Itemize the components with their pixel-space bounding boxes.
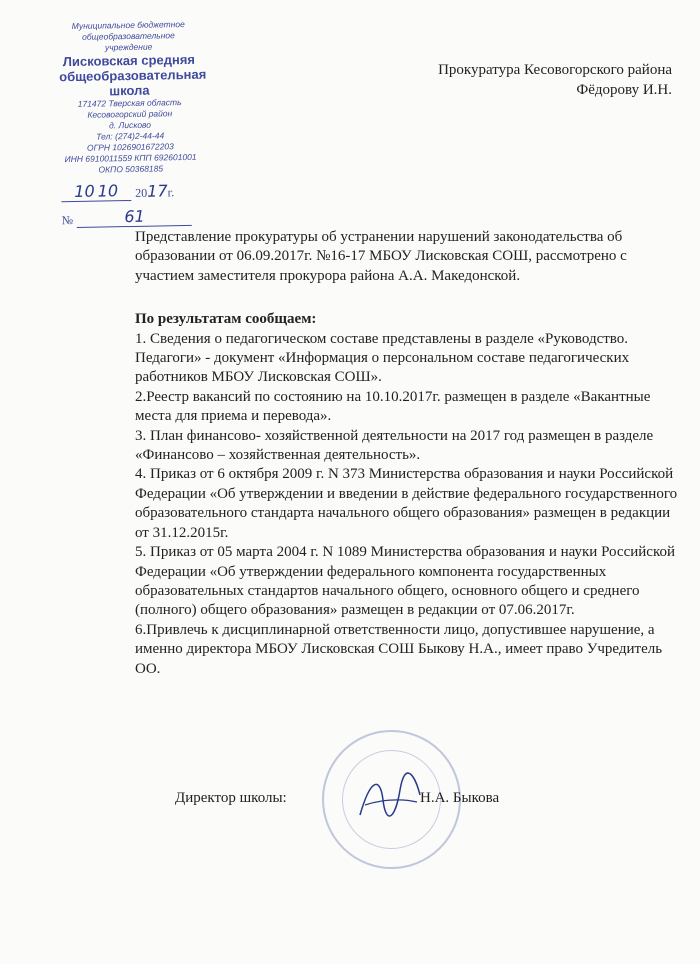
list-item: 3. План финансово- хозяйственной деятельности на 2017 год размещен в разделе «Финансово – хозяйственная деятельность».: [135, 427, 654, 464]
stamp-line: Кесовогорский район: [87, 108, 173, 120]
handwritten-signature: [355, 770, 425, 825]
stamp-line: ИНН 6910011559 КПП 692601001: [64, 151, 197, 165]
list-item: 4. Приказ от 6 октября 2009 г. N 373 Министерства образования и науки Российской Федерации «Об утверждении и введении в действие федерального государственного образовательного стандарта начального общего образования» размещен в редакции от 31.12.2015г.: [135, 466, 678, 541]
signature-position: Директор школы:: [175, 790, 287, 806]
list-item: 1. Сведения о педагогическом составе представлены в разделе «Руководство. Педагоги» - документ «Информация о персональном составе педагогических работников МБОУ Лисковская СОШ».: [135, 330, 630, 386]
stamp-year-hand: 17: [147, 181, 168, 201]
stamp-year-prefix: 20: [135, 185, 148, 200]
addressee-line2: Фёдорову И.Н.: [576, 82, 672, 98]
intro-paragraph: Представление прокуратуры об устранении нарушений законодательства об образовании от 06.09.2017г. №16-17 МБОУ Лисковская СОШ, рассмотрено с участием заместителя прокурора района А.А. Македонской.: [135, 229, 627, 284]
stamp-school-name: школа: [109, 82, 150, 99]
results-list: [135, 330, 680, 679]
stamp-number-hand: 61: [124, 206, 145, 227]
stamp-number-label: №: [61, 213, 74, 228]
organization-stamp: [58, 19, 207, 228]
stamp-line: ОГРН 1026901672203: [86, 141, 174, 153]
stamp-date-month: 10: [97, 181, 119, 201]
list-item: 2.Реестр вакансий по состоянию на 10.10.2017г. размещен в разделе «Вакантные места для приема и перевода».: [135, 388, 651, 425]
stamp-year-suffix: г.: [167, 185, 175, 200]
addressee-line1: Прокуратура Кесовогорского района: [438, 62, 672, 78]
list-item: 6.Привлечь к дисциплинарной ответственности лицо, допустившее нарушение, а именно директора МБОУ Лисковская СОШ Быкову Н.А., имеет право Учредитель ОО.: [135, 621, 663, 677]
stamp-school-name: общеобразовательная: [59, 66, 207, 85]
stamp-line: Тел: (274)2-44-44: [96, 130, 165, 142]
list-item: 5. Приказ от 05 марта 2004 г. N 1089 Министерства образования и науки Российской Федерации «Об утверждении федерального компонента государственных образовательных стандартов начального общего, основного общего и среднего (полного) общего образования» размещен в редакции от 07.06.2017г.: [135, 544, 676, 619]
results-heading: По результатам сообщаем:: [135, 311, 317, 328]
stamp-date: [61, 180, 201, 202]
stamp-line: Муниципальное бюджетное: [71, 19, 185, 32]
stamp-number-value: [77, 206, 192, 228]
stamp-line: д. Лисково: [108, 119, 152, 131]
stamp-date-year: [135, 181, 174, 201]
letter-body: [135, 228, 680, 679]
stamp-number: [61, 206, 201, 228]
stamp-line: 171472 Тверская область: [77, 97, 182, 109]
signature-name: Н.А. Быкова: [420, 790, 500, 806]
stamp-date-day: 10: [74, 181, 95, 201]
stamp-school-name: Лисковская средняя: [62, 51, 196, 70]
stamp-line: общеобразовательное учреждение: [82, 30, 175, 53]
addressee: [438, 60, 672, 100]
stamp-date-daymonth: [61, 181, 131, 202]
stamp-line: ОКПО 50368185: [98, 163, 164, 175]
